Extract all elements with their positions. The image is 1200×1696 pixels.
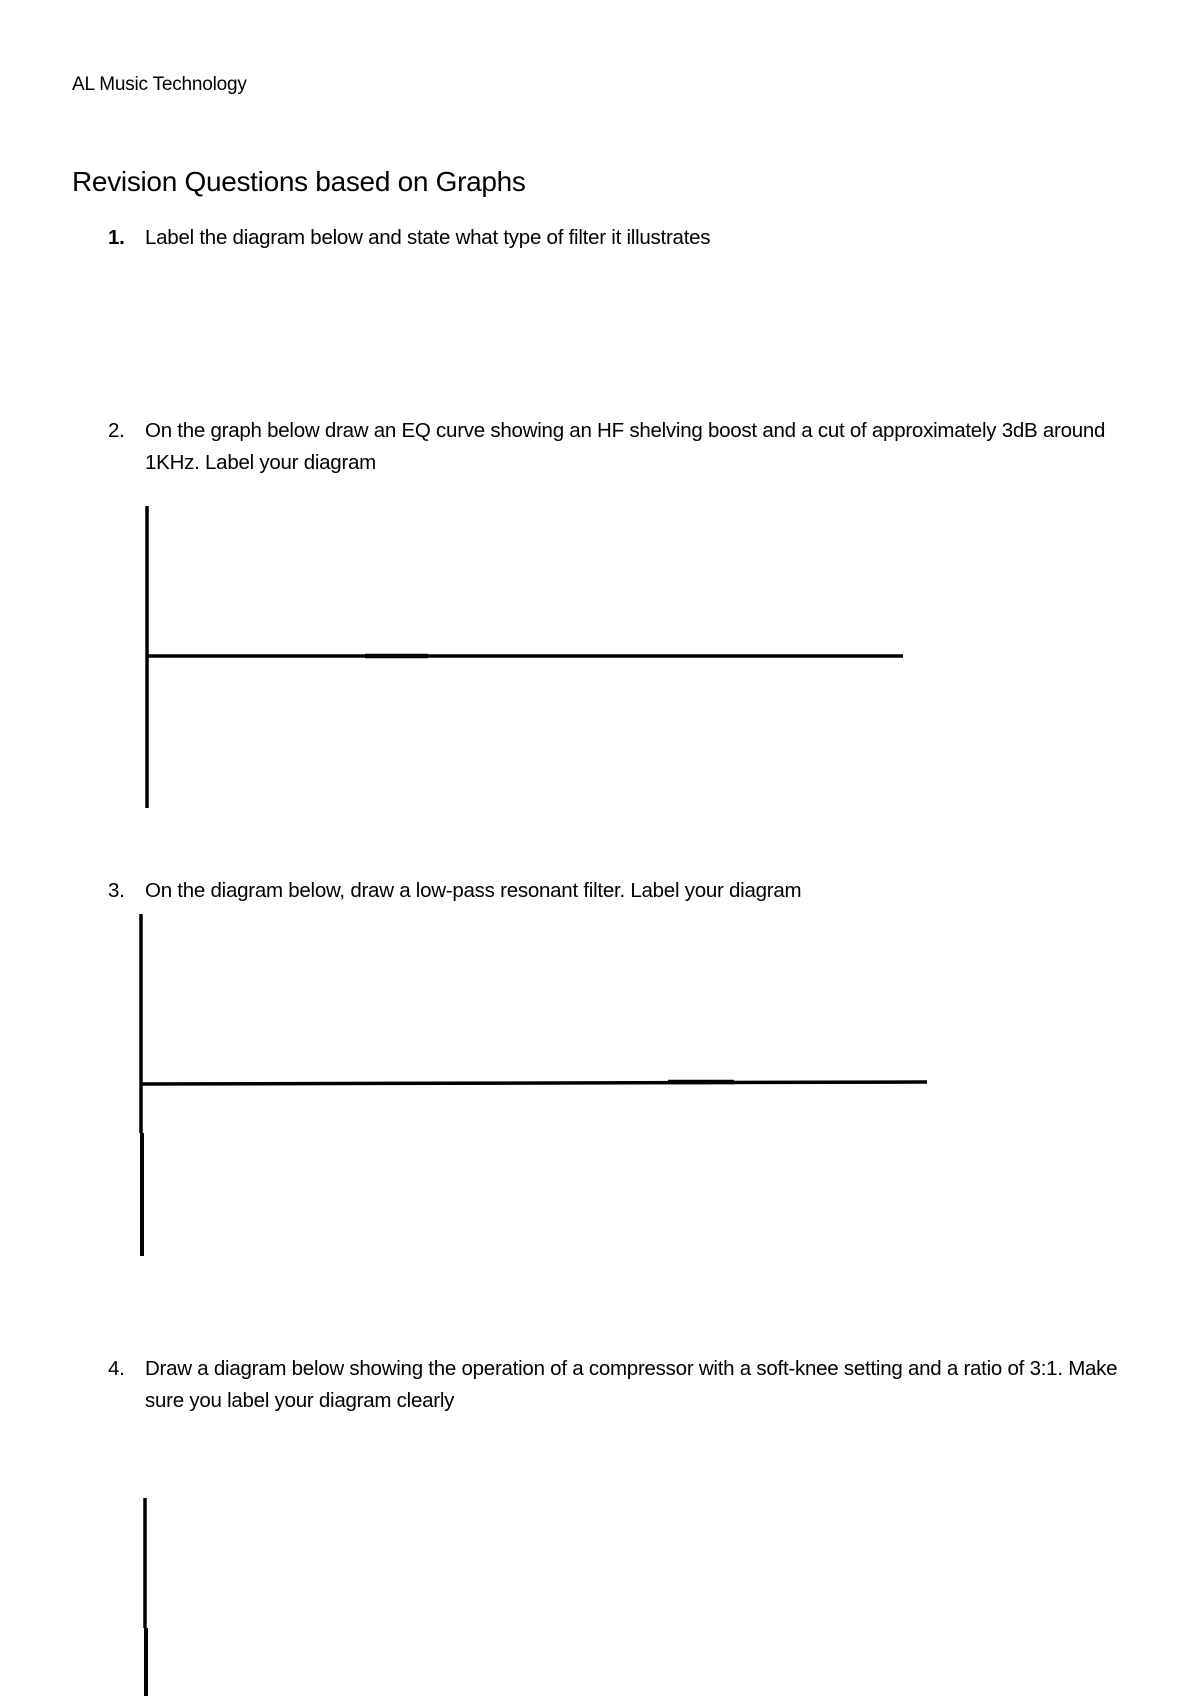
graph-3-horizontal-axis <box>141 1082 927 1084</box>
question-1-number: 1. <box>108 226 125 249</box>
question-4-text: Draw a diagram below showing the operation of a compressor with a soft-knee setting and a ratio of 3:1. Make sure you label your diagram clearly <box>145 1357 1118 1412</box>
graph-2-axes <box>147 506 903 808</box>
question-2-text: On the graph below draw an EQ curve showing an HF shelving boost and a cut of approximately 3dB around 1KHz. Label your diagram <box>145 419 1106 474</box>
question-1-text: Label the diagram below and state what type of filter it illustrates <box>145 226 711 249</box>
question-2-number: 2. <box>108 419 125 442</box>
question-3-text: On the diagram below, draw a low-pass resonant filter. Label your diagram <box>145 879 802 902</box>
question-3-number: 3. <box>108 879 125 902</box>
document-header: AL Music Technology <box>72 74 247 95</box>
page-title: Revision Questions based on Graphs <box>72 166 526 197</box>
graph-3-axes <box>141 914 927 1256</box>
graph-4-axes <box>145 1498 146 1696</box>
question-4-number: 4. <box>108 1357 125 1380</box>
